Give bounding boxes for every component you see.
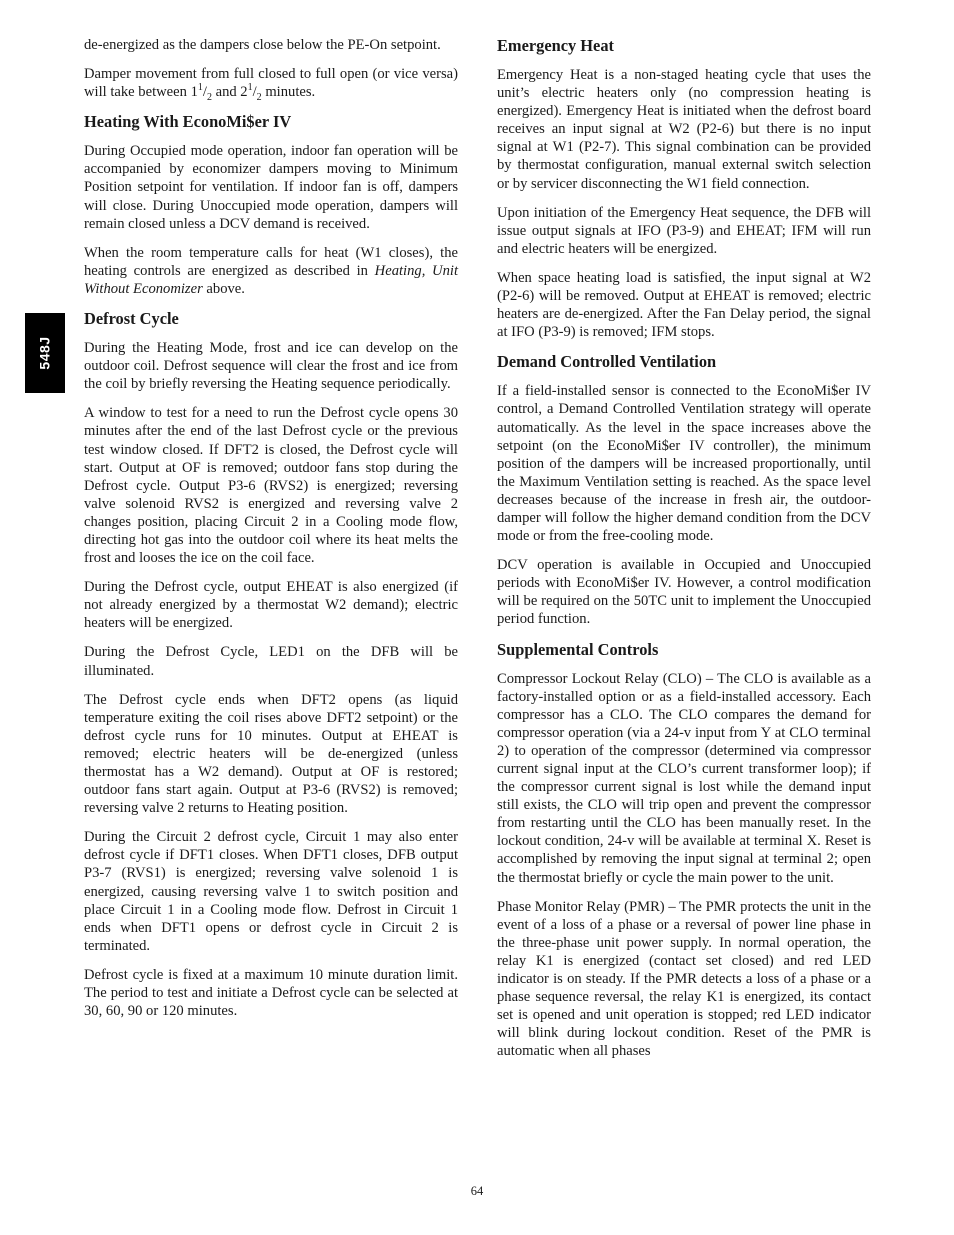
paragraph: DCV operation is available in Occupied and Unoccupied periods with EconoMi$er IV. However, a control modification will be required on the 50TC unit to implement the Unoccupied period function. bbox=[497, 557, 871, 628]
paragraph: Compressor Lockout Relay (CLO) – The CLO is available as a factory-installed option or as a field-installed accessory. Each compressor has a CLO. The CLO compares the demand for compressor operation (via a 24-v input from Y at CLO terminal 2) to operation of the compressor (determined via compressor current signal input at the CLO’s current transformer loop); if the compressor current signal is lost while the demand input still exists, the CLO will trip open and prevent the compressor from restarting until the CLO has been manually reset. In the lockout condition, 24-v will be available at terminal X. Reset is accomplished by removing the input signal at terminal 2; open the thermostat briefly or cycle the main power to the unit. bbox=[497, 670, 871, 886]
paragraph: Defrost cycle is fixed at a maximum 10 minute duration limit. The period to test and initiate a Defrost cycle can be selected at 30, 60, 90 or 120 minutes. bbox=[84, 966, 458, 1020]
text-run: above. bbox=[202, 280, 245, 297]
section-heading: Demand Controlled Ventilation bbox=[497, 352, 717, 372]
right-column bbox=[497, 36, 871, 1072]
section-heading: Defrost Cycle bbox=[84, 309, 179, 329]
paragraph: Phase Monitor Relay (PMR) – The PMR protects the unit in the event of a loss of a phase or a reversal of power line phase in the three-phase unit power supply. In normal operation, the relay K1 is energized (contact set closed) and red LED indicator is on steady. If the PMR detects a loss of a phase or a phase sequence reversal, the relay K1 is energized, its contact set is opened and unit operation is stopped; red LED indicator will blink during lockout condition. Reset of the PMR is automatic when all phases bbox=[497, 898, 871, 1060]
paragraph: Upon initiation of the Emergency Heat sequence, the DFB will issue output signals at IFO (P3-9) and EHEAT; IFM will run and electric heaters will be energized. bbox=[497, 204, 871, 257]
text-run: and 2 bbox=[211, 84, 248, 101]
paragraph: During the Defrost Cycle, LED1 on the DFB will be illuminated. bbox=[84, 644, 458, 679]
paragraph bbox=[84, 244, 458, 298]
left-column bbox=[84, 36, 458, 1031]
paragraph: Emergency Heat is a non-staged heating cycle that uses the unit’s electric heaters only (no compression heating is energized). Emergency Heat is initiated when the defrost board receives an input signal at W2 (P2-6) but there is no input signal at W1 (P2-7). This signal combination can be provided by thermostat configuration, manual external switch selection or by servicer disconnecting the W1 field connection. bbox=[497, 67, 871, 192]
text-run: Damper movement from full closed to full open (or vice versa) will take between 1 bbox=[84, 66, 458, 101]
fraction-numerator: 1 bbox=[247, 82, 253, 94]
fraction: $^1/_2$ bbox=[197, 82, 212, 104]
text-run: When the room temperature calls for heat (W1 closes), the heating controls are energized as described in bbox=[84, 244, 458, 279]
text-run: minutes. bbox=[261, 84, 316, 101]
section-heading: Emergency Heat bbox=[497, 36, 614, 55]
page-number: 64 bbox=[470, 1184, 484, 1198]
fraction-denominator: 2 bbox=[206, 92, 212, 104]
italic-reference: Heating, Unit Without Economizer bbox=[84, 262, 458, 297]
section-tab bbox=[25, 313, 65, 393]
paragraph: If a field-installed sensor is connected to the EconoMi$er IV control, a Demand Controlled Ventilation strategy will operate automatically. As the level in the space increases above the setpoint (on the EconoMi$er IV controller), the minimum position of the dampers will be increased proportionally, until the Maximum Ventilation setting is reached. As the space level decreases because of the increase in fresh air, the outdoor-damper will follow the higher demand condition from the DCV mode or from the free-cooling mode. bbox=[497, 383, 871, 545]
paragraph bbox=[84, 65, 458, 104]
section-tab-label: 548J bbox=[37, 336, 53, 370]
paragraph: de-energized as the dampers close below the PE-On setpoint. bbox=[84, 37, 441, 53]
paragraph: During the Heating Mode, frost and ice can develop on the outdoor coil. Defrost sequence will clear the frost and ice from the coil by briefly reversing the Heating sequence periodically. bbox=[84, 340, 458, 393]
paragraph: During Occupied mode operation, indoor fan operation will be accompanied by economizer dampers moving to Minimum Position setpoint for ventilation. If indoor fan is off, dampers will close. During Unoccupied mode operation, dampers will remain closed unless a DCV demand is received. bbox=[84, 143, 458, 232]
fraction-numerator: 1 bbox=[197, 82, 203, 94]
paragraph: The Defrost cycle ends when DFT2 opens (as liquid temperature exiting the coil rises above DFT2 setpoint) or the defrost cycle runs for 10 minutes. Output at EHEAT is removed; electric heaters will be de-energized (unless thermostat has a W2 demand). Output at OF is restored; outdoor fans start again. Output at P3-6 (RVS2) is removed; reversing valve 2 returns to Heating position. bbox=[84, 691, 458, 817]
paragraph: During the Defrost cycle, output EHEAT is also energized (if not already energized by a thermostat W2 demand); electric heaters will be energized. bbox=[84, 579, 458, 632]
section-heading: Heating With EconoMi$er IV bbox=[84, 112, 292, 132]
paragraph: During the Circuit 2 defrost cycle, Circuit 1 may also enter defrost cycle if DFT1 closes. When DFT1 closes, DFB output P3-7 (RVS1) is energized; reversing valve solenoid 1 is energized, causing reversing valve 1 to switch position and place Circuit 1 in a Cooling mode flow. Defrost in Circuit 1 ends when DFT1 opens or defrost cycle in Circuit 2 is terminated. bbox=[84, 829, 458, 954]
paragraph: When space heating load is satisfied, the input signal at W2 (P2-6) will be removed. Output at EHEAT is removed; electric heaters are de-energized. After the Fan Delay period, the signal at IFO (P3-9) is removed; IFM stops. bbox=[497, 269, 871, 341]
paragraph: A window to test for a need to run the Defrost cycle opens 30 minutes after the end of the last Defrost cycle or the previous test window closed. If DFT2 is closed, the Defrost cycle will start. Output at OF is removed; outdoor fans stop during the Defrost cycle. Output P3-6 (RVS2) is energized; reversing valve solenoid RVS2 is energized and reversing valve 2 changes position, placing Circuit 2 in a Cooling mode flow, directing hot gas into the outdoor coil where its heat melts the frost and looses the ice on the coil face. bbox=[84, 405, 458, 567]
fraction-denominator: 2 bbox=[256, 92, 262, 104]
fraction: $^1/_2$ bbox=[247, 82, 262, 104]
section-heading: Supplemental Controls bbox=[497, 639, 659, 659]
